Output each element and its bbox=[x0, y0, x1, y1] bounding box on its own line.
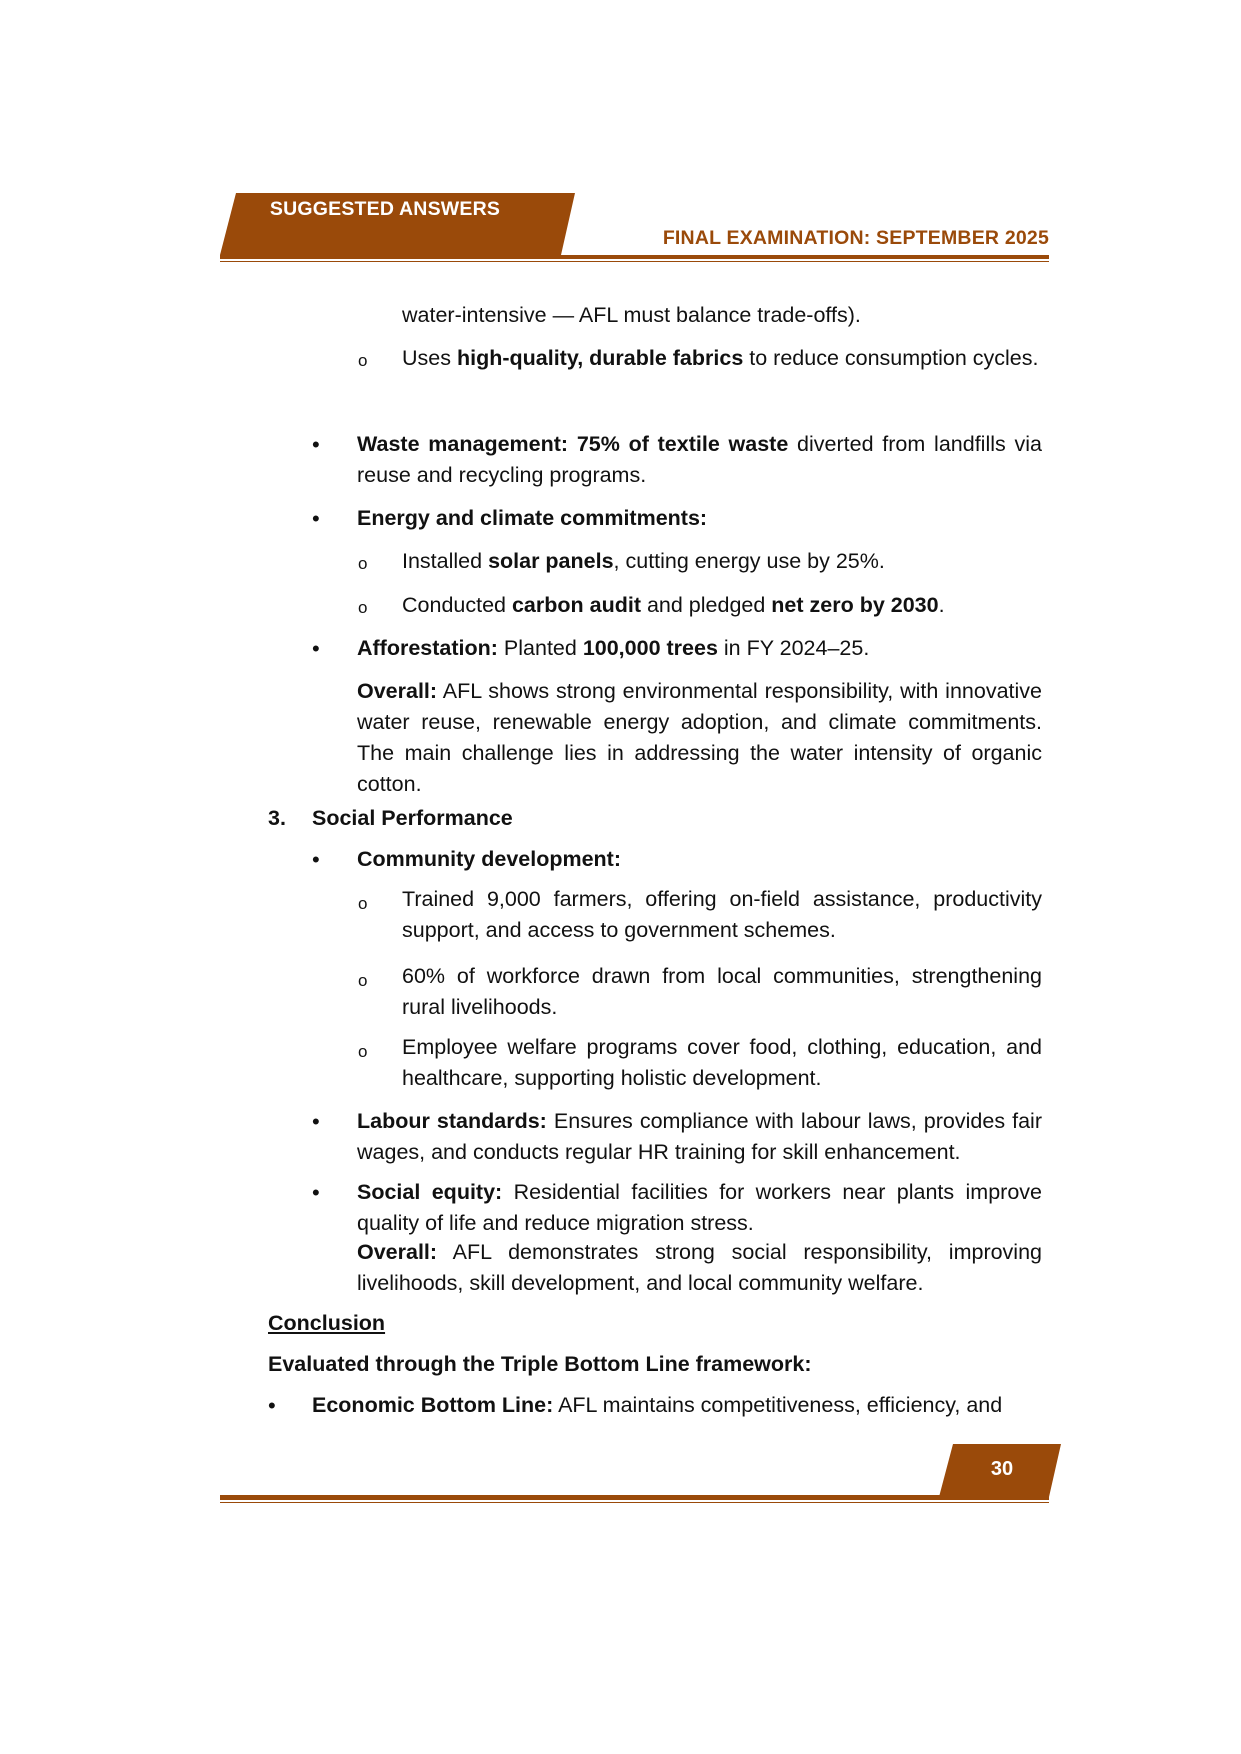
overall-paragraph: Overall: AFL demonstrates strong social responsibility, improving livelihoods, skill development, and local community welfare. bbox=[357, 1240, 1042, 1295]
bullet-icon: • bbox=[312, 1180, 320, 1205]
exam-title: FINAL EXAMINATION: SEPTEMBER 2025 bbox=[662, 227, 1049, 249]
footer-rule bbox=[220, 1495, 1049, 1500]
continued-text: water-intensive — AFL must balance trade-offs). bbox=[402, 303, 861, 327]
sub-bullet-icon: o bbox=[358, 351, 368, 370]
sub-bullet-icon: o bbox=[358, 554, 368, 573]
list-item: Afforestation: Planted 100,000 trees in FY 2024–25. bbox=[357, 636, 870, 660]
list-item: Conducted carbon audit and pledged net zero by 2030. bbox=[402, 593, 945, 617]
header-rule-thin bbox=[220, 261, 1049, 262]
list-item: Labour standards: Ensures compliance with labour laws, provides fair wages, and conducts regular HR training for skill enhancement. bbox=[357, 1109, 1042, 1164]
list-item: Energy and climate commitments: bbox=[357, 506, 708, 530]
bullet-icon: • bbox=[312, 506, 320, 531]
footer-rule-thin bbox=[220, 1502, 1049, 1503]
section-number: 3. bbox=[268, 806, 286, 830]
bullet-icon: • bbox=[312, 1109, 320, 1134]
sub-bullet-icon: o bbox=[358, 894, 368, 913]
list-item: Economic Bottom Line: AFL maintains competitiveness, efficiency, and bbox=[312, 1393, 1003, 1417]
header-tab-label: SUGGESTED ANSWERS bbox=[269, 198, 501, 220]
framework-heading: Evaluated through the Triple Bottom Line framework: bbox=[268, 1352, 812, 1376]
section-title: Social Performance bbox=[312, 806, 513, 830]
bullet-icon: • bbox=[312, 847, 320, 872]
header-rule bbox=[220, 255, 1049, 259]
list-item: Community development: bbox=[357, 847, 621, 871]
list-item: Installed solar panels, cutting energy use by 25%. bbox=[402, 549, 885, 573]
list-item: Social equity: Residential facilities for workers near plants improve quality of life and reduce migration stress. bbox=[357, 1180, 1042, 1235]
conclusion-heading: Conclusion bbox=[268, 1311, 386, 1335]
overall-paragraph: Overall: AFL shows strong environmental responsibility, with innovative water reuse, renewable energy adoption, and climate commitments. The main challenge lies in addressing the water intensity of organic cotton. bbox=[357, 679, 1042, 796]
list-item: Uses high-quality, durable fabrics to reduce consumption cycles. bbox=[402, 346, 1039, 370]
list-item: Employee welfare programs cover food, clothing, education, and healthcare, supporting holistic development. bbox=[402, 1035, 1042, 1090]
list-item: 60% of workforce drawn from local communities, strengthening rural livelihoods. bbox=[402, 964, 1042, 1019]
bullet-icon: • bbox=[268, 1393, 276, 1418]
bullet-icon: • bbox=[312, 636, 320, 661]
list-item: Waste management: 75% of textile waste diverted from landfills via reuse and recycling programs. bbox=[357, 432, 1042, 487]
list-item: Trained 9,000 farmers, offering on-field assistance, productivity support, and access to government schemes. bbox=[402, 887, 1042, 942]
sub-bullet-icon: o bbox=[358, 598, 368, 617]
page-number: 30 bbox=[990, 1458, 1014, 1480]
sub-bullet-icon: o bbox=[358, 971, 368, 990]
bullet-icon: • bbox=[312, 432, 320, 457]
sub-bullet-icon: o bbox=[358, 1042, 368, 1061]
